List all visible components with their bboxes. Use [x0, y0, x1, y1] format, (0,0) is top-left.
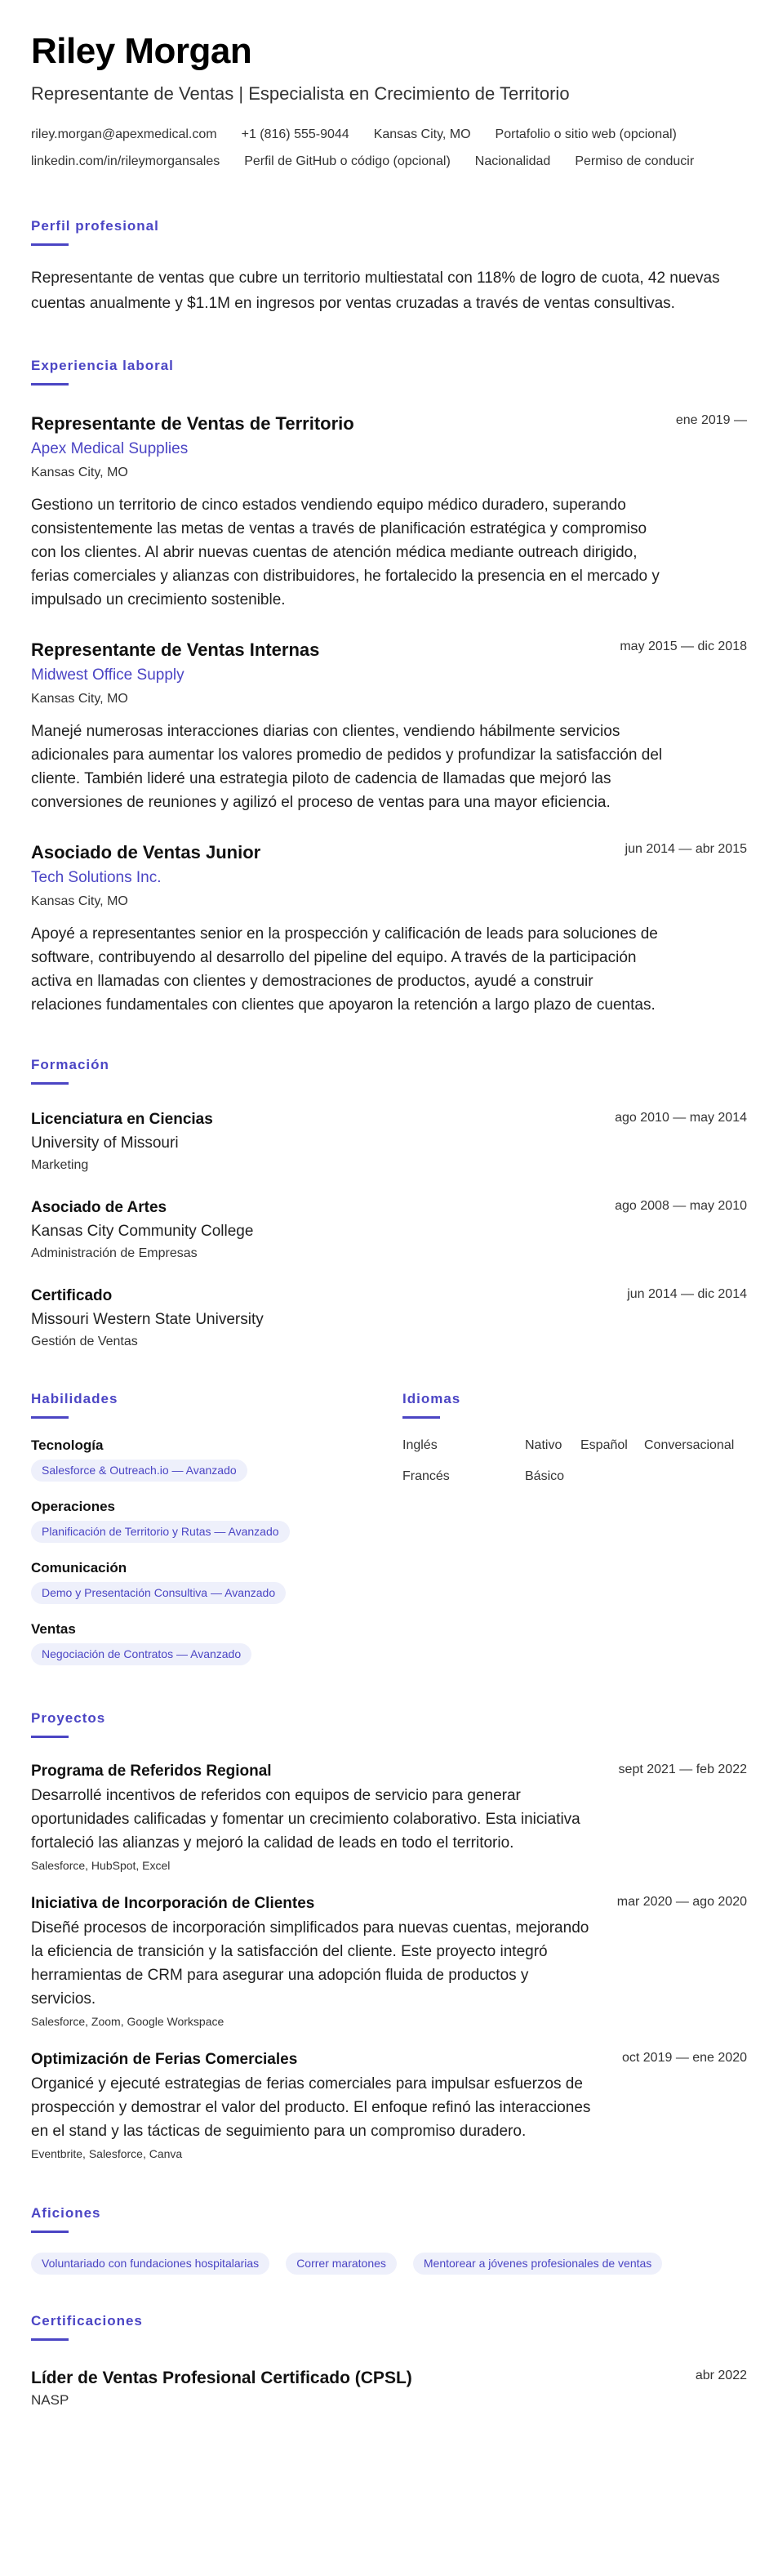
project-tools: Salesforce, Zoom, Google Workspace — [31, 2015, 225, 2028]
contact-license: Permiso de conducir — [575, 154, 695, 168]
education-field: Administración de Empresas — [31, 1246, 198, 1260]
education-school: Missouri Western State University — [31, 1311, 264, 1328]
language-row — [402, 1468, 745, 1486]
contact-github[interactable]: Perfil de GitHub o código (opcional) — [244, 154, 451, 168]
job-location: Kansas City, MO — [31, 894, 128, 908]
education-degree: Asociado de Artes — [31, 1199, 167, 1216]
project-entry — [31, 2049, 747, 2162]
contact-nationality: Nacionalidad — [474, 154, 551, 168]
job-dates: may 2015 — dic 2018 — [620, 640, 747, 653]
certification-issuer: NASP — [31, 2392, 69, 2408]
contact-list — [31, 121, 749, 175]
languages-heading: Idiomas — [402, 1391, 461, 1406]
language-level: Nativo — [525, 1438, 562, 1452]
skill-chip: Negociación de Contratos — Avanzado — [31, 1643, 251, 1665]
section-divider — [31, 1736, 69, 1738]
section-divider — [402, 1416, 440, 1419]
job-description: Manejé numerosas interacciones diarias con clientes, vendiendo hábilmente servicios adicionales para aumentar los valores promedio de pedidos y profundizar la satisfacción del cliente. También lideré una estrategia piloto de cadencia de llamadas que mejoró las conversiones de reuniones y agilizó el proceso de ventas para una mayor eficiencia. — [31, 723, 663, 811]
candidate-title: Representante de Ventas | Especialista en Crecimiento de Territorio — [31, 83, 570, 104]
hobbies-heading: Aficiones — [31, 2205, 101, 2221]
language-name: Inglés — [402, 1438, 438, 1452]
skill-chip: Planificación de Territorio y Rutas — Avanzado — [31, 1521, 290, 1543]
summary-section — [31, 217, 747, 316]
job-location: Kansas City, MO — [31, 466, 128, 479]
certifications-section — [31, 2312, 747, 2409]
hobbies-section — [31, 2204, 747, 2275]
education-dates: ago 2008 — may 2010 — [615, 1199, 747, 1213]
skills-section — [31, 1390, 402, 1665]
education-degree: Certificado — [31, 1287, 113, 1304]
project-tools: Eventbrite, Salesforce, Canva — [31, 2147, 183, 2160]
skill-chip: Salesforce & Outreach.io — Avanzado — [31, 1460, 247, 1482]
projects-heading: Proyectos — [31, 1710, 106, 1726]
certification-date: abr 2022 — [695, 2369, 747, 2382]
experience-entry — [31, 412, 747, 612]
summary-text: Representante de ventas que cubre un territorio multiestatal con 118% de logro de cuota, 42 nuevas cuentas anualmente y $1.1M en ingresos por ventas cruzadas a través de ventas consultivas. — [31, 270, 720, 312]
certifications-heading: Certificaciones — [31, 2313, 143, 2329]
skill-category: Operaciones — [31, 1499, 115, 1514]
contact-phone[interactable]: +1 (816) 555-9044 — [241, 127, 349, 141]
section-divider — [31, 2338, 69, 2341]
skill-category: Ventas — [31, 1621, 76, 1637]
section-divider — [31, 1416, 69, 1419]
job-description: Apoyé a representantes senior en la prospección y calificación de leads para soluciones de software, contribuyendo al desarrollo del pipeline del equipo. A través de la participación activa en llamadas con clientes y demostraciones de productos, ayudé a construir relaciones fundamentales con clientes que apoyaron la retención a largo plazo de cuentas. — [31, 925, 658, 1014]
resume-header — [31, 31, 747, 175]
project-dates: oct 2019 — ene 2020 — [621, 2051, 747, 2065]
job-description: Gestiono un territorio de cinco estados vendiendo equipo médico duradero, superando consistentemente las metas de ventas a través de planificación estratégica y compromiso con los clientes. Al abrir nuevas cuentas de atención médica mediante outreach dirigido, ferias comerciales y alianzas con distribuidores, he fortalecido la presencia en el mercado y impulsado un crecimiento sostenible. — [31, 497, 660, 608]
candidate-name: Riley Morgan — [31, 31, 252, 71]
language-name: Español — [580, 1438, 628, 1452]
section-divider — [31, 243, 69, 246]
contact-location: Kansas City, MO — [373, 127, 471, 141]
hobbies-list — [31, 2248, 747, 2275]
project-dates: mar 2020 — ago 2020 — [616, 1895, 747, 1909]
contact-website[interactable]: Portafolio o sitio web (opcional) — [495, 127, 677, 141]
skill-category: Comunicación — [31, 1560, 127, 1575]
experience-heading: Experiencia laboral — [31, 358, 174, 373]
skills-languages-row — [31, 1390, 747, 1665]
project-entry — [31, 1893, 747, 2030]
project-title: Iniciativa de Incorporación de Clientes — [31, 1895, 315, 1912]
job-dates: jun 2014 — abr 2015 — [625, 842, 747, 856]
experience-entry — [31, 840, 747, 1017]
job-title: Asociado de Ventas Junior — [31, 842, 261, 862]
hobby-chip: Correr maratones — [286, 2253, 397, 2275]
job-title: Representante de Ventas Internas — [31, 640, 320, 660]
project-description: Diseñé procesos de incorporación simplificados para nuevas cuentas, mejorando la eficiencia de transición y la satisfacción del cliente. Este proyecto integró herramientas de CRM para asegurar una adopción fluida de productos y servicios. — [31, 1919, 589, 2008]
job-company: Tech Solutions Inc. — [31, 869, 162, 886]
job-company: Midwest Office Supply — [31, 666, 184, 684]
education-section — [31, 1056, 747, 1351]
job-dates: ene 2019 — — [675, 413, 747, 427]
skill-group — [31, 1620, 402, 1665]
project-entry — [31, 1761, 747, 1874]
certification-entry — [31, 2367, 747, 2409]
job-company: Apex Medical Supplies — [31, 440, 189, 457]
language-level: Conversacional — [644, 1438, 735, 1452]
skill-group — [31, 1559, 402, 1604]
project-description: Organicé y ejecuté estrategias de ferias comerciales para impulsar esfuerzos de prospección y demostrar el valor del producto. El enfoque refinó las interacciones en el stand y las tácticas de seguimiento para un compromiso duradero. — [31, 2075, 591, 2140]
project-description: Desarrollé incentivos de referidos con equipos de servicio para generar oportunidades calificadas y fomentar un crecimiento colaborativo. Esta iniciativa fortaleció las alianzas y mejoró la calidad de leads en todo el territorio. — [31, 1787, 580, 1852]
language-name: Francés — [402, 1469, 450, 1483]
experience-section — [31, 357, 747, 1017]
education-field: Gestión de Ventas — [31, 1335, 138, 1348]
education-school: Kansas City Community College — [31, 1223, 254, 1240]
section-divider — [31, 2231, 69, 2233]
project-tools: Salesforce, HubSpot, Excel — [31, 1859, 171, 1872]
education-school: University of Missouri — [31, 1134, 179, 1152]
project-dates: sept 2021 — feb 2022 — [618, 1763, 747, 1776]
project-title: Programa de Referidos Regional — [31, 1763, 272, 1780]
skill-group — [31, 1437, 402, 1482]
language-level: Básico — [525, 1469, 565, 1483]
experience-entry — [31, 638, 747, 814]
education-heading: Formación — [31, 1057, 109, 1072]
education-dates: jun 2014 — dic 2014 — [627, 1287, 747, 1301]
education-field: Marketing — [31, 1158, 89, 1172]
education-degree: Licenciatura en Ciencias — [31, 1111, 213, 1128]
education-entry — [31, 1109, 747, 1174]
contact-linkedin[interactable]: linkedin.com/in/rileymorgansales — [31, 154, 220, 168]
certification-title: Líder de Ventas Profesional Certificado (CPSL) — [31, 2369, 412, 2387]
education-entry — [31, 1197, 747, 1263]
section-divider — [31, 1082, 69, 1085]
hobby-chip: Mentorear a jóvenes profesionales de ventas — [413, 2253, 662, 2275]
skill-category: Tecnología — [31, 1437, 104, 1453]
language-row — [402, 1437, 745, 1455]
job-title: Representante de Ventas de Territorio — [31, 413, 354, 434]
projects-section — [31, 1709, 747, 2162]
summary-heading: Perfil profesional — [31, 218, 159, 234]
contact-email[interactable]: riley.morgan@apexmedical.com — [31, 127, 217, 141]
skill-chip: Demo y Presentación Consultiva — Avanzado — [31, 1582, 286, 1604]
project-title: Optimización de Ferias Comerciales — [31, 2051, 298, 2068]
job-location: Kansas City, MO — [31, 692, 128, 706]
education-entry — [31, 1286, 747, 1351]
skill-group — [31, 1498, 402, 1543]
hobby-chip: Voluntariado con fundaciones hospitalarias — [31, 2253, 269, 2275]
skills-heading: Habilidades — [31, 1391, 118, 1406]
languages-section — [402, 1390, 745, 1665]
education-dates: ago 2010 — may 2014 — [615, 1111, 747, 1125]
section-divider — [31, 383, 69, 386]
